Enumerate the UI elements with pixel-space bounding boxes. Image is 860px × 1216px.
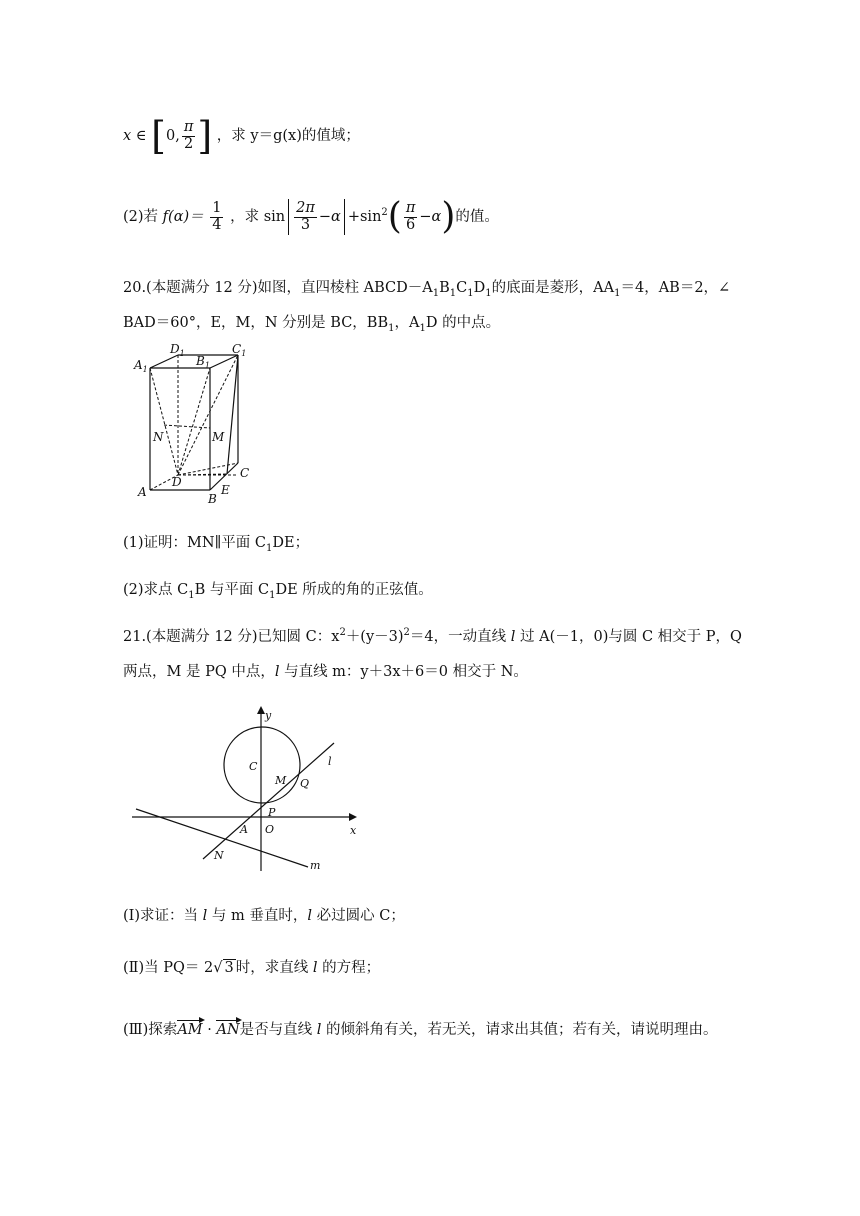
label-N: N xyxy=(153,430,164,444)
label-B: B xyxy=(208,492,217,506)
label-P: P xyxy=(268,806,276,819)
q20-line2: BAD＝60°，E，M，N 分别是 BC，$BB_1$，$A_1D$ 的中点。 xyxy=(123,315,501,334)
prism-figure xyxy=(130,342,260,506)
vector-AN: AN xyxy=(216,1022,240,1038)
part2-end: 的值。 xyxy=(455,209,499,225)
label-Q: Q xyxy=(300,777,310,790)
in-symbol: ∈ xyxy=(135,128,147,144)
label-A-point: A xyxy=(240,823,248,836)
right-bracket: ] xyxy=(197,114,213,158)
q20-part1: (1)证明：MN∥平面 $C_1DE$； xyxy=(123,535,310,554)
circle-line-figure xyxy=(128,703,368,875)
label-line-l: l xyxy=(328,755,332,768)
func-f: f xyxy=(162,209,169,225)
label-x: x xyxy=(350,824,357,837)
plus-sin: +sin xyxy=(347,209,382,225)
vector-AM: AM xyxy=(177,1022,203,1038)
abs-bar-left xyxy=(288,199,289,235)
q21-part1: (Ⅰ)求证：当 l 与 m 垂直时，l 必过圆心 C； xyxy=(123,908,405,924)
q20-part2: (2)求点 $C_1B$ 与平面 $C_1DE$ 所成的角的正弦值。 xyxy=(123,582,433,601)
label-D1: $D_1$ xyxy=(170,342,185,358)
label-M: M xyxy=(212,430,225,444)
q19-part2 xyxy=(123,196,499,237)
left-paren: ( xyxy=(387,196,402,237)
label-A: A xyxy=(138,485,147,499)
label-O: O xyxy=(265,823,275,836)
frac-pi-over-6: $\frac{\pi}{6}$ xyxy=(405,200,416,233)
q19-line1 xyxy=(123,114,360,158)
label-y: y xyxy=(265,709,272,722)
label-line-m: m xyxy=(310,859,321,872)
q20-line1: 20.(本题满分 12 分)如图，直四棱柱 $ABCD-A_1B_1C_1D_1$的底面是菱形，$AA_1=4$，AB＝2，∠ xyxy=(123,280,731,299)
label-D: D xyxy=(172,475,182,489)
minus-alpha-1: −α xyxy=(318,209,341,225)
frac-2pi-over-3: $\frac{2\pi}{3}$ xyxy=(296,200,315,233)
q19-line1-rest: ，求 y＝g(x)的值域； xyxy=(216,128,360,144)
part2-label: (2)若 xyxy=(123,209,159,225)
frac-pi-over-2: $\frac{\pi}{2}$ xyxy=(183,119,194,152)
label-E: E xyxy=(221,483,230,497)
var-x: x xyxy=(123,128,132,144)
frac-one-quarter: $\frac{1}{4}$ xyxy=(212,200,222,233)
ask-sin: ，求 sin xyxy=(230,209,286,225)
label-M-mid: M xyxy=(275,774,287,787)
right-paren: ) xyxy=(441,196,456,237)
label-C-center: C xyxy=(249,760,258,773)
sin-square: 2 xyxy=(381,207,388,219)
q21-line2: 两点，M 是 PQ 中点，l 与直线 m：y＋3x＋6＝0 相交于 N。 xyxy=(123,664,528,680)
q21-line1: 21.(本题满分 12 分)已知圆 C：$x^2+(y-3)^2=4$，一动直线 l 过 A(－1，0)与圆 C 相交于 P，Q xyxy=(123,627,742,645)
label-A1: $A_1$ xyxy=(134,358,148,374)
label-C: C xyxy=(240,466,250,480)
minus-alpha-2: −α xyxy=(419,209,442,225)
q21-part3: (Ⅲ)探索AM · AN是否与直线 l 的倾斜角有关，若无关，请求出其值；若有关，请说明理由。 xyxy=(123,1022,718,1038)
label-N-point: N xyxy=(214,849,224,862)
label-B1: $B_1$ xyxy=(196,354,210,370)
abs-bar-right xyxy=(344,199,345,235)
q21-part2: (Ⅱ)当 PQ＝ 2√ 3 时，求直线 l 的方程； xyxy=(123,960,381,976)
label-C1: $C_1$ xyxy=(232,342,247,358)
func-arg: (α)＝ xyxy=(168,209,204,225)
left-bracket: [ xyxy=(151,114,166,158)
interval-start: 0, xyxy=(165,128,180,144)
